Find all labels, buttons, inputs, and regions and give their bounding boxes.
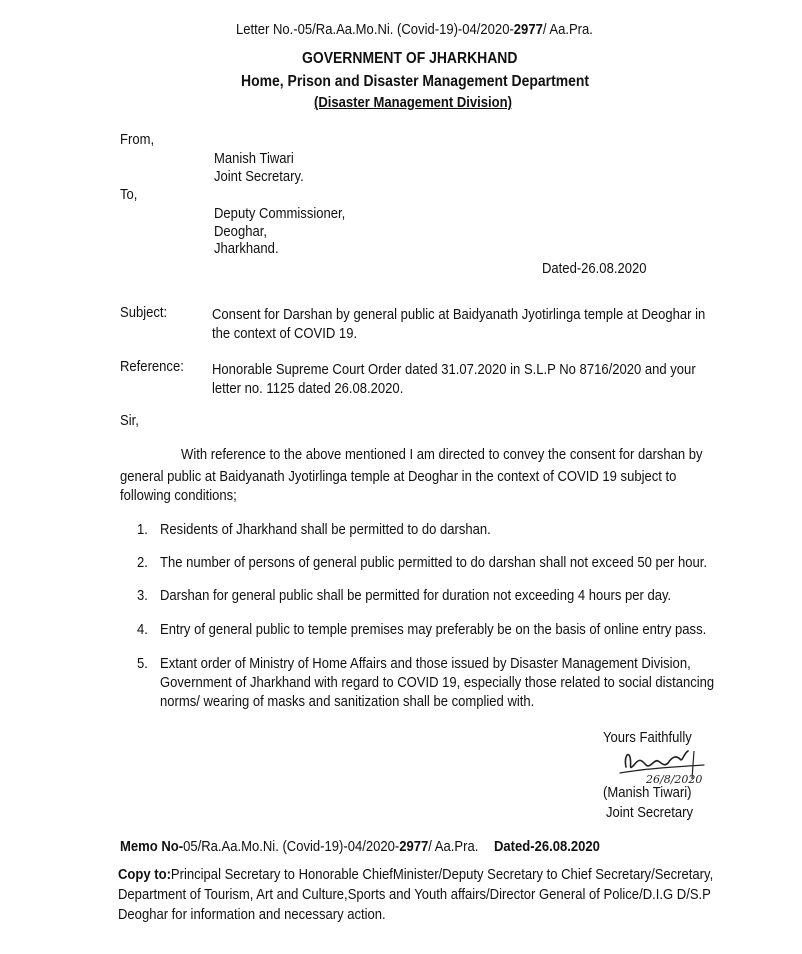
condition-2-text: The number of persons of general public permitted to do darshan shall not exceed 50 per hour. <box>160 555 708 571</box>
condition-4-number: 4. <box>137 622 148 638</box>
condition-1-number: 1. <box>137 522 148 538</box>
handwritten-date: 26/8/2020 <box>646 773 703 786</box>
letter-suffix: / Aa.Pra. <box>542 22 593 38</box>
government-title: GOVERNMENT OF JHARKHAND <box>302 50 518 67</box>
copy-to-line-2: Department of Tourism, Art and Culture,Sports and Youth affairs/Director General of Police/D.I.G D/S.P <box>118 887 711 903</box>
signatory-designation: Joint Secretary <box>606 805 694 821</box>
copy-to-label: Copy to: <box>118 867 171 883</box>
to-line-3: Jharkhand. <box>214 241 279 257</box>
subject-line-1: Consent for Darshan by general public at Baidyanath Jyotirlinga temple at Deoghar in <box>212 307 706 323</box>
from-name: Manish Tiwari <box>214 151 294 167</box>
salutation: Sir, <box>120 413 139 429</box>
condition-1-text: Residents of Jharkhand shall be permitted to do darshan. <box>160 522 491 538</box>
to-label: To, <box>120 187 138 203</box>
from-label: From, <box>120 132 155 148</box>
reference-line-2: letter no. 1125 dated 26.08.2020. <box>212 381 404 397</box>
condition-5-line-2: Government of Jharkhand with regard to COVID 19, especially those related to social distancing <box>160 675 715 691</box>
handwritten-signature <box>612 745 742 787</box>
reference-label: Reference: <box>120 359 184 375</box>
memo-dated: Dated-26.08.2020 <box>494 839 600 855</box>
letter-number-line <box>236 22 593 38</box>
subject-line-2: the context of COVID 19. <box>212 326 358 342</box>
subject-label: Subject: <box>120 305 168 321</box>
letter-number: 2977 <box>513 22 543 38</box>
condition-3-text: Darshan for general public shall be permitted for duration not exceeding 4 hours per day. <box>160 588 672 604</box>
to-line-2: Deoghar, <box>214 224 267 240</box>
memo-suffix: / Aa.Pra. <box>428 839 479 855</box>
condition-3-number: 3. <box>137 588 148 604</box>
memo-number: 2977 <box>399 839 429 855</box>
memo-line <box>120 838 478 856</box>
memo-ref: 05/Ra.Aa.Mo.Ni. (Covid-19)-04/2020- <box>183 839 400 855</box>
division-title: (Disaster Management Division) <box>314 95 512 111</box>
signatory-name: (Manish Tiwari) <box>603 785 692 801</box>
reference-line-1: Honorable Supreme Court Order dated 31.07.2020 in S.L.P No 8716/2020 and your <box>212 362 696 378</box>
department-title: Home, Prison and Disaster Management Department <box>241 73 590 90</box>
condition-4-text: Entry of general public to temple premises may preferably be on the basis of online entry pass. <box>160 622 707 638</box>
to-line-1: Deputy Commissioner, <box>214 206 346 222</box>
condition-5-line-3: norms/ wearing of masks and sanitization shall be complied with. <box>160 694 535 710</box>
copy-to-line-1 <box>118 866 713 884</box>
copy-to-text-1: Principal Secretary to Honorable ChiefMinister/Deputy Secretary to Chief Secretary/Secretary, <box>170 867 714 883</box>
memo-prefix: Memo No- <box>120 839 184 855</box>
from-designation: Joint Secretary. <box>214 169 304 185</box>
yours-faithfully: Yours Faithfully <box>603 730 692 746</box>
body-line-1: With reference to the above mentioned I am directed to convey the consent for darshan by <box>181 447 703 463</box>
condition-2-number: 2. <box>137 555 148 571</box>
copy-to-line-3: Deoghar for information and necessary action. <box>118 907 386 923</box>
dated: Dated-26.08.2020 <box>542 261 647 277</box>
condition-5-number: 5. <box>137 656 148 672</box>
letter-prefix: Letter No.-05/Ra.Aa.Mo.Ni. (Covid-19)-04/2020- <box>236 22 514 38</box>
condition-5-line-1: Extant order of Ministry of Home Affairs and those issued by Disaster Management Division, <box>160 656 691 672</box>
body-line-2: general public at Baidyanath Jyotirlinga temple at Deoghar in the context of COVID 19 subject to <box>120 469 677 485</box>
body-line-3: following conditions; <box>120 488 237 504</box>
